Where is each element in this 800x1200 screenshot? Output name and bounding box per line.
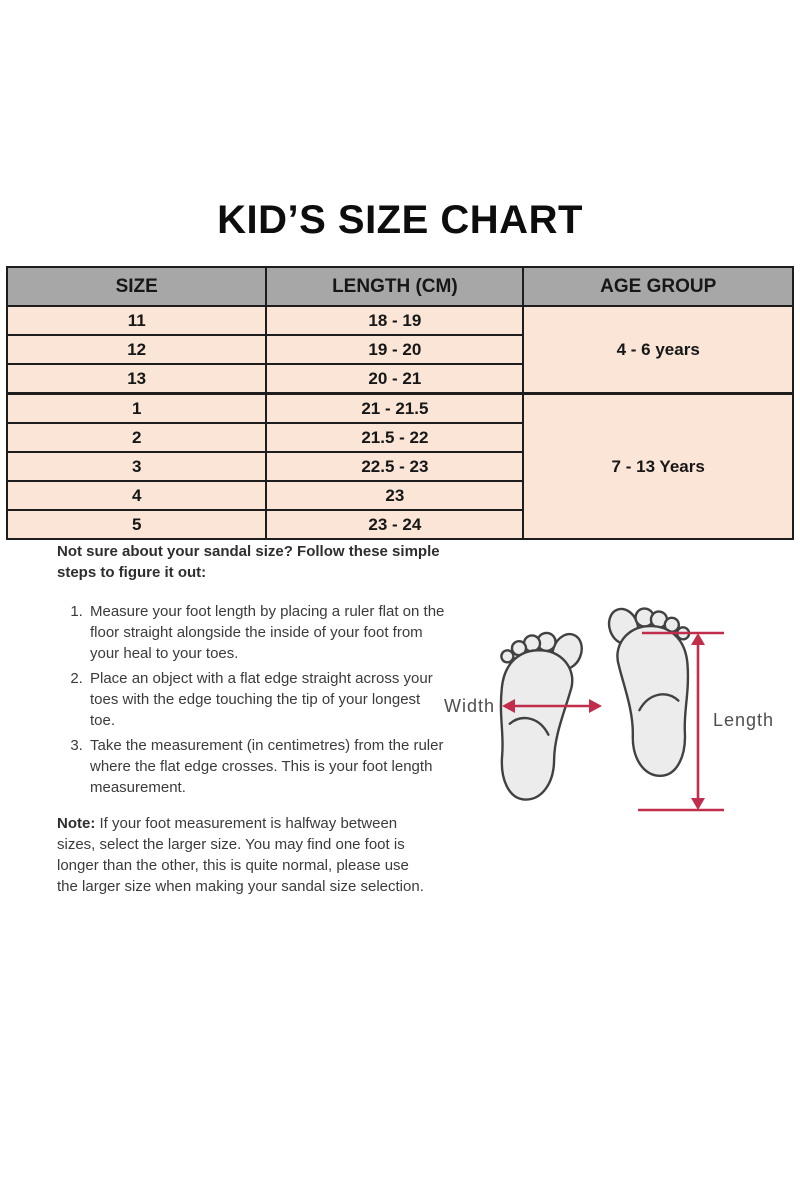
instructions-section — [57, 541, 455, 897]
size-cell: 2 — [7, 423, 266, 452]
note-label: Note: — [57, 815, 96, 832]
instruction-step: 3. Take the measurement (in centimetres) from the ruler where the flat edge crosses. This is your foot length measurement. — [87, 735, 448, 798]
col-header-size: SIZE — [7, 267, 266, 306]
table-header-row — [7, 267, 793, 306]
instructions-list — [57, 601, 455, 798]
size-cell: 11 — [7, 306, 266, 335]
note-text: If your foot measurement is halfway between sizes, select the larger size. You may find one foot is longer than the other, this is quite normal, please use the larger size when making your sandal size selection. — [57, 815, 424, 895]
size-cell: 5 — [7, 510, 266, 539]
table-row — [7, 394, 793, 424]
age-group-cell: 4 - 6 years — [523, 306, 793, 394]
col-header-length: LENGTH (CM) — [266, 267, 523, 306]
length-cell: 23 - 24 — [266, 510, 523, 539]
instruction-step: 1. Measure your foot length by placing a ruler flat on the floor straight alongside the inside of your foot from your heal to your toes. — [87, 601, 448, 664]
size-cell: 3 — [7, 452, 266, 481]
size-cell: 1 — [7, 394, 266, 424]
age-group-cell: 7 - 13 Years — [523, 394, 793, 540]
size-cell: 12 — [7, 335, 266, 364]
size-cell: 4 — [7, 481, 266, 510]
instruction-step: 2. Place an object with a flat edge straight across your toes with the edge touching the tip of your longest toe. — [87, 668, 448, 731]
feet-measurement-diagram — [430, 595, 790, 855]
note-paragraph — [57, 813, 429, 897]
page-title: KID’S SIZE CHART — [217, 198, 583, 242]
length-cell: 23 — [266, 481, 523, 510]
table-row — [7, 306, 793, 335]
length-label: Length — [713, 710, 775, 730]
length-cell: 18 - 19 — [266, 306, 523, 335]
length-cell: 21.5 - 22 — [266, 423, 523, 452]
length-cell: 19 - 20 — [266, 335, 523, 364]
col-header-age-group: AGE GROUP — [523, 267, 793, 306]
size-cell: 13 — [7, 364, 266, 394]
instructions-intro: Not sure about your sandal size? Follow these simple steps to figure it out: — [57, 543, 440, 581]
size-table — [6, 266, 794, 540]
length-cell: 21 - 21.5 — [266, 394, 523, 424]
right-foot-outline-icon — [603, 597, 708, 780]
length-cell: 20 - 21 — [266, 364, 523, 394]
length-cell: 22.5 - 23 — [266, 452, 523, 481]
width-label: Width — [444, 696, 496, 716]
